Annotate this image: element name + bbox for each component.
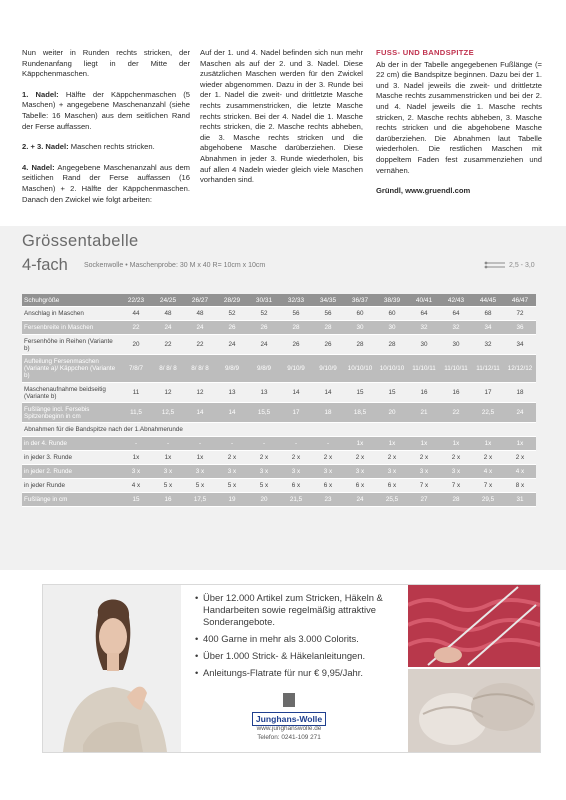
table-cell: 60	[376, 307, 408, 321]
table-cell: 10/10/10	[344, 355, 376, 383]
text-column-2	[200, 48, 363, 196]
table-cell: 17,5	[184, 493, 216, 507]
table-cell: 9/8/9	[216, 355, 248, 383]
table-cell: 16	[408, 383, 440, 403]
table-cell: 1x	[120, 451, 152, 465]
ad-url[interactable]: www.junghanswolle.de	[256, 725, 322, 732]
row-label: Fersenhöhe in Reihen (Variante b)	[22, 335, 120, 355]
table-cell: 34	[472, 321, 504, 335]
paragraph: Nun weiter in Runden rechts stricken, der Rundenanfang liegt in der Mitte der Käppchenmaschen.	[22, 48, 190, 79]
size-header-cell: 36/37	[344, 294, 376, 307]
table-cell: 18,5	[344, 403, 376, 423]
table-cell: 12,5	[152, 403, 184, 423]
table-cell: 14	[280, 383, 312, 403]
yarn-illustration	[408, 669, 540, 752]
table-cell: 17	[472, 383, 504, 403]
table-cell: 1x	[504, 437, 536, 451]
table-cell: 56	[280, 307, 312, 321]
table-cell: -	[184, 437, 216, 451]
table-cell: 26	[216, 321, 248, 335]
table-cell: 15,5	[248, 403, 280, 423]
table-cell: 13	[216, 383, 248, 403]
table-cell: 3 x	[440, 465, 472, 479]
table-cell: 32	[472, 335, 504, 355]
table-cell: 30	[440, 335, 472, 355]
table-cell: 29,5	[472, 493, 504, 507]
table-cell: 72	[504, 307, 536, 321]
size-header-cell: 42/43	[440, 294, 472, 307]
table-cell: 9/8/9	[248, 355, 280, 383]
section-label: Abnahmen für die Bandspitze nach der 1.Abnahmerunde	[22, 423, 536, 437]
table-cell: 25,5	[376, 493, 408, 507]
table-cell: 8 x	[504, 479, 536, 493]
table-cell: 28	[280, 321, 312, 335]
table-cell: 1x	[376, 437, 408, 451]
ad-bullet: • Anleitungs-Flatrate für nur € 9,95/Jahr.	[195, 667, 405, 679]
table-cell: 44	[120, 307, 152, 321]
advertisement	[42, 584, 541, 753]
table-cell: 3 x	[280, 465, 312, 479]
size-table	[22, 294, 536, 507]
table-cell: 9/10/9	[312, 355, 344, 383]
table-cell: -	[216, 437, 248, 451]
table-cell: 2 x	[312, 451, 344, 465]
row-label: in jeder 3. Runde	[22, 451, 120, 465]
table-cell: 3 x	[216, 465, 248, 479]
table-cell: 22	[120, 321, 152, 335]
junghans-logo[interactable]	[243, 693, 335, 727]
table-cell: 48	[152, 307, 184, 321]
table-cell: 2 x	[408, 451, 440, 465]
table-cell: 20	[248, 493, 280, 507]
bold-lead: 1. Nadel:	[22, 89, 59, 99]
section-heading: FUSS- UND BANDSPITZE	[376, 48, 474, 57]
table-cell: 60	[344, 307, 376, 321]
table-cell: 14	[216, 403, 248, 423]
table-cell: 18	[504, 383, 536, 403]
table-cell: 5 x	[152, 479, 184, 493]
table-cell: 1x	[472, 437, 504, 451]
table-cell: 2 x	[376, 451, 408, 465]
table-cell: 1x	[152, 451, 184, 465]
ad-bullet: • Über 1.000 Strick- & Häkelanleitungen.	[195, 650, 405, 662]
table-cell: 22,5	[472, 403, 504, 423]
table-row	[22, 403, 536, 423]
table-cell: 3 x	[376, 465, 408, 479]
knitting-needle-icon	[484, 261, 506, 269]
paragraph: Ab der in der Tabelle angegebenen Fußlänge (= 22 cm) die Bandspitze beginnen. Dazu bei der 1. und 3. Nadel jeweils die zweit- und drittletzte Masche rechts zusammenstricken und bei der 2. und 4. Nadel jeweils die 1. Masche rechts stricken, 2. Masche rechts abheben, 3. Masche rechts stricken und die abgehobene Masche darüberziehen. Die Abnahmen laut Tabelle wiederholen. Die restlichen Maschen mit doppeltem Faden fest zusammenziehen und vernähen.	[376, 59, 542, 175]
yarn-info: Sockenwolle • Maschenprobe: 30 M x 40 R= 10cm x 10cm	[84, 262, 266, 269]
table-cell: 64	[440, 307, 472, 321]
table-cell: 36	[504, 321, 536, 335]
woman-photo	[43, 585, 181, 752]
table-cell: 12/12/12	[504, 355, 536, 383]
needle-size-value: 2,5 - 3,0	[509, 261, 535, 269]
ad-bullet: • 400 Garne in mehr als 3.000 Colorits.	[195, 633, 405, 645]
row-label: in jeder Runde	[22, 479, 120, 493]
row-label: Fersenbreite in Maschen	[22, 321, 120, 335]
paragraph	[22, 90, 190, 132]
table-cell: 24	[504, 403, 536, 423]
ad-phone: Telefon: 0241-109 271	[257, 734, 321, 741]
size-header-cell: 38/39	[376, 294, 408, 307]
table-cell: -	[280, 437, 312, 451]
table-row	[22, 383, 536, 403]
table-cell: 22	[184, 335, 216, 355]
table-cell: 24	[248, 335, 280, 355]
table-cell: 52	[248, 307, 280, 321]
table-cell: 22	[440, 403, 472, 423]
table-cell: 15	[120, 493, 152, 507]
bold-lead: 4. Nadel:	[22, 162, 55, 172]
table-cell: 16	[440, 383, 472, 403]
table-cell: 11,5	[120, 403, 152, 423]
table-cell: 30	[344, 321, 376, 335]
table-cell: 4 x	[504, 465, 536, 479]
table-cell: 20	[120, 335, 152, 355]
table-cell: 7 x	[472, 479, 504, 493]
table-cell: 31	[504, 493, 536, 507]
size-header-cell: 30/31	[248, 294, 280, 307]
ad-bullet-list	[195, 592, 405, 684]
table-row	[22, 493, 536, 507]
table-title: Grössentabelle	[22, 232, 139, 250]
table-cell: 19	[216, 493, 248, 507]
table-cell: 2 x	[216, 451, 248, 465]
paragraph: Auf der 1. und 4. Nadel befinden sich nun mehr Maschen als auf der 2. und 3. Nadel. Diese zusätzlichen Maschen werden für den Zwickel wieder abgenommen. Dazu in der 3. Runde bei der 1. Nadel die zweit- und drittletzte Masche rechts zusammenstricken, die letzte Masche rechts stricken. Bei der 4. Nadel die 1. Masche rechts stricken, die 2. Masche rechts abheben, die 3. Masche rechts stricken und die abgehobene Masche darüberziehen. Diese Abnahmen in jeder 3. Runde wiederholen, bis auf allen 4 Nadeln wieder gleich viele Maschen vorhanden sind.	[200, 48, 363, 185]
paragraph	[22, 142, 190, 153]
knitting-illustration	[408, 585, 540, 667]
yarn-photo	[408, 669, 540, 752]
table-cell: 1x	[184, 451, 216, 465]
table-cell: 30	[408, 335, 440, 355]
table-cell: 6 x	[376, 479, 408, 493]
table-section-row	[22, 423, 536, 437]
table-cell: 11/12/11	[472, 355, 504, 383]
table-cell: 12	[184, 383, 216, 403]
table-cell: 9/10/9	[280, 355, 312, 383]
table-cell: 24	[344, 493, 376, 507]
table-cell: 15	[376, 383, 408, 403]
table-cell: 13	[248, 383, 280, 403]
table-cell: -	[312, 437, 344, 451]
table-row	[22, 437, 536, 451]
ad-bullet: • Über 12.000 Artikel zum Stricken, Häkeln & Handarbeiten sowie regelmäßig attraktive Sonderangebote.	[195, 592, 405, 628]
table-subtitle: 4-fach	[22, 256, 68, 274]
table-cell: 11/10/11	[408, 355, 440, 383]
paragraph-text: Maschen rechts stricken.	[68, 142, 155, 152]
table-cell: 52	[216, 307, 248, 321]
table-cell: 3 x	[184, 465, 216, 479]
table-cell: 7 x	[408, 479, 440, 493]
table-cell: 21	[408, 403, 440, 423]
table-cell: -	[248, 437, 280, 451]
size-header-cell: 40/41	[408, 294, 440, 307]
table-cell: 27	[408, 493, 440, 507]
table-cell: 64	[408, 307, 440, 321]
table-cell: 3 x	[152, 465, 184, 479]
table-cell: 56	[312, 307, 344, 321]
logo-mark-icon	[283, 693, 295, 707]
table-cell: 28	[440, 493, 472, 507]
table-cell: 1x	[408, 437, 440, 451]
table-cell: 6 x	[312, 479, 344, 493]
table-cell: 26	[248, 321, 280, 335]
table-cell: 4 x	[120, 479, 152, 493]
table-cell: 2 x	[280, 451, 312, 465]
table-cell: 7 x	[440, 479, 472, 493]
paragraph-text: Angegebene Maschenanzahl aus dem seitlichen Rand der Ferse auffassen (16 Maschen) + 2. Hälfte der Käppchenmaschen. Danach den Zwickel wie folgt arbeiten:	[22, 162, 190, 204]
table-cell: 1x	[440, 437, 472, 451]
needle-size	[484, 261, 535, 269]
woman-illustration	[43, 585, 181, 752]
table-cell: 3 x	[408, 465, 440, 479]
table-row	[22, 307, 536, 321]
table-cell: -	[152, 437, 184, 451]
table-cell: 22	[152, 335, 184, 355]
size-header-cell: 46/47	[504, 294, 536, 307]
size-header-cell: 32/33	[280, 294, 312, 307]
knitting-photo	[408, 585, 540, 667]
table-cell: 14	[312, 383, 344, 403]
table-cell: 5 x	[216, 479, 248, 493]
table-row	[22, 355, 536, 383]
size-header-cell: 44/45	[472, 294, 504, 307]
table-cell: 14	[184, 403, 216, 423]
size-header-cell: 28/29	[216, 294, 248, 307]
row-label: Anschlag in Maschen	[22, 307, 120, 321]
table-cell: 30	[376, 321, 408, 335]
table-cell: 3 x	[248, 465, 280, 479]
table-cell: 16	[152, 493, 184, 507]
table-row	[22, 479, 536, 493]
table-cell: 11	[120, 383, 152, 403]
paragraph	[22, 163, 190, 205]
table-cell: 6 x	[280, 479, 312, 493]
table-cell: 21,5	[280, 493, 312, 507]
table-cell: 23	[312, 493, 344, 507]
table-cell: -	[120, 437, 152, 451]
table-row	[22, 335, 536, 355]
size-header-cell: 34/35	[312, 294, 344, 307]
paragraph-text: Hälfte der Käppchenmaschen (5 Maschen) + angegebene Maschenanzahl (siehe Tabelle: 16 Maschen) aus dem seitlichen Rand der Ferse auffassen.	[22, 89, 190, 131]
text-column-3	[376, 48, 542, 197]
table-cell: 48	[184, 307, 216, 321]
table-row	[22, 321, 536, 335]
table-cell: 1x	[344, 437, 376, 451]
table-cell: 28	[344, 335, 376, 355]
row-label: Fußlänge incl. Fersebis Spitzenbeginn in cm	[22, 403, 120, 423]
signature: Gründl, www.gruendl.com	[376, 186, 471, 196]
table-cell: 26	[312, 335, 344, 355]
bold-lead: 2. + 3. Nadel:	[22, 142, 69, 152]
table-header-row	[22, 294, 536, 307]
row-label: Aufteilung Fersenmaschen (Variante a)/ Käppchen (Variante b)	[22, 355, 120, 383]
size-header-cell: 24/25	[152, 294, 184, 307]
table-row	[22, 465, 536, 479]
header-label: Schuhgröße	[22, 294, 120, 307]
table-cell: 24	[184, 321, 216, 335]
table-cell: 8/ 8/ 8	[152, 355, 184, 383]
row-label: in jeder 2. Runde	[22, 465, 120, 479]
size-header-cell: 26/27	[184, 294, 216, 307]
table-cell: 20	[376, 403, 408, 423]
row-label: Fußlänge in cm	[22, 493, 120, 507]
table-cell: 3 x	[344, 465, 376, 479]
table-cell: 3 x	[120, 465, 152, 479]
table-cell: 32	[408, 321, 440, 335]
table-cell: 2 x	[504, 451, 536, 465]
table-cell: 15	[344, 383, 376, 403]
table-cell: 6 x	[344, 479, 376, 493]
table-cell: 5 x	[184, 479, 216, 493]
table-cell: 17	[280, 403, 312, 423]
table-cell: 12	[152, 383, 184, 403]
table-cell: 26	[280, 335, 312, 355]
table-cell: 2 x	[472, 451, 504, 465]
table-cell: 18	[312, 403, 344, 423]
size-header-cell: 22/23	[120, 294, 152, 307]
table-cell: 2 x	[440, 451, 472, 465]
table-cell: 4 x	[472, 465, 504, 479]
table-cell: 24	[152, 321, 184, 335]
table-cell: 28	[376, 335, 408, 355]
table-cell: 8/ 8/ 8	[184, 355, 216, 383]
table-cell: 32	[440, 321, 472, 335]
table-subtitle-row	[22, 256, 542, 276]
row-label: Maschenaufnahme beidseitig (Variante b)	[22, 383, 120, 403]
text-column-1	[22, 48, 190, 215]
table-cell: 5 x	[248, 479, 280, 493]
table-cell: 68	[472, 307, 504, 321]
brand-name: Junghans-Wolle	[252, 712, 326, 726]
table-cell: 2 x	[344, 451, 376, 465]
table-cell: 2 x	[248, 451, 280, 465]
table-cell: 28	[312, 321, 344, 335]
table-row	[22, 451, 536, 465]
table-cell: 34	[504, 335, 536, 355]
table-cell: 24	[216, 335, 248, 355]
table-cell: 10/10/10	[376, 355, 408, 383]
row-label: in der 4. Runde	[22, 437, 120, 451]
table-cell: 3 x	[312, 465, 344, 479]
table-cell: 7/8/7	[120, 355, 152, 383]
table-cell: 11/10/11	[440, 355, 472, 383]
